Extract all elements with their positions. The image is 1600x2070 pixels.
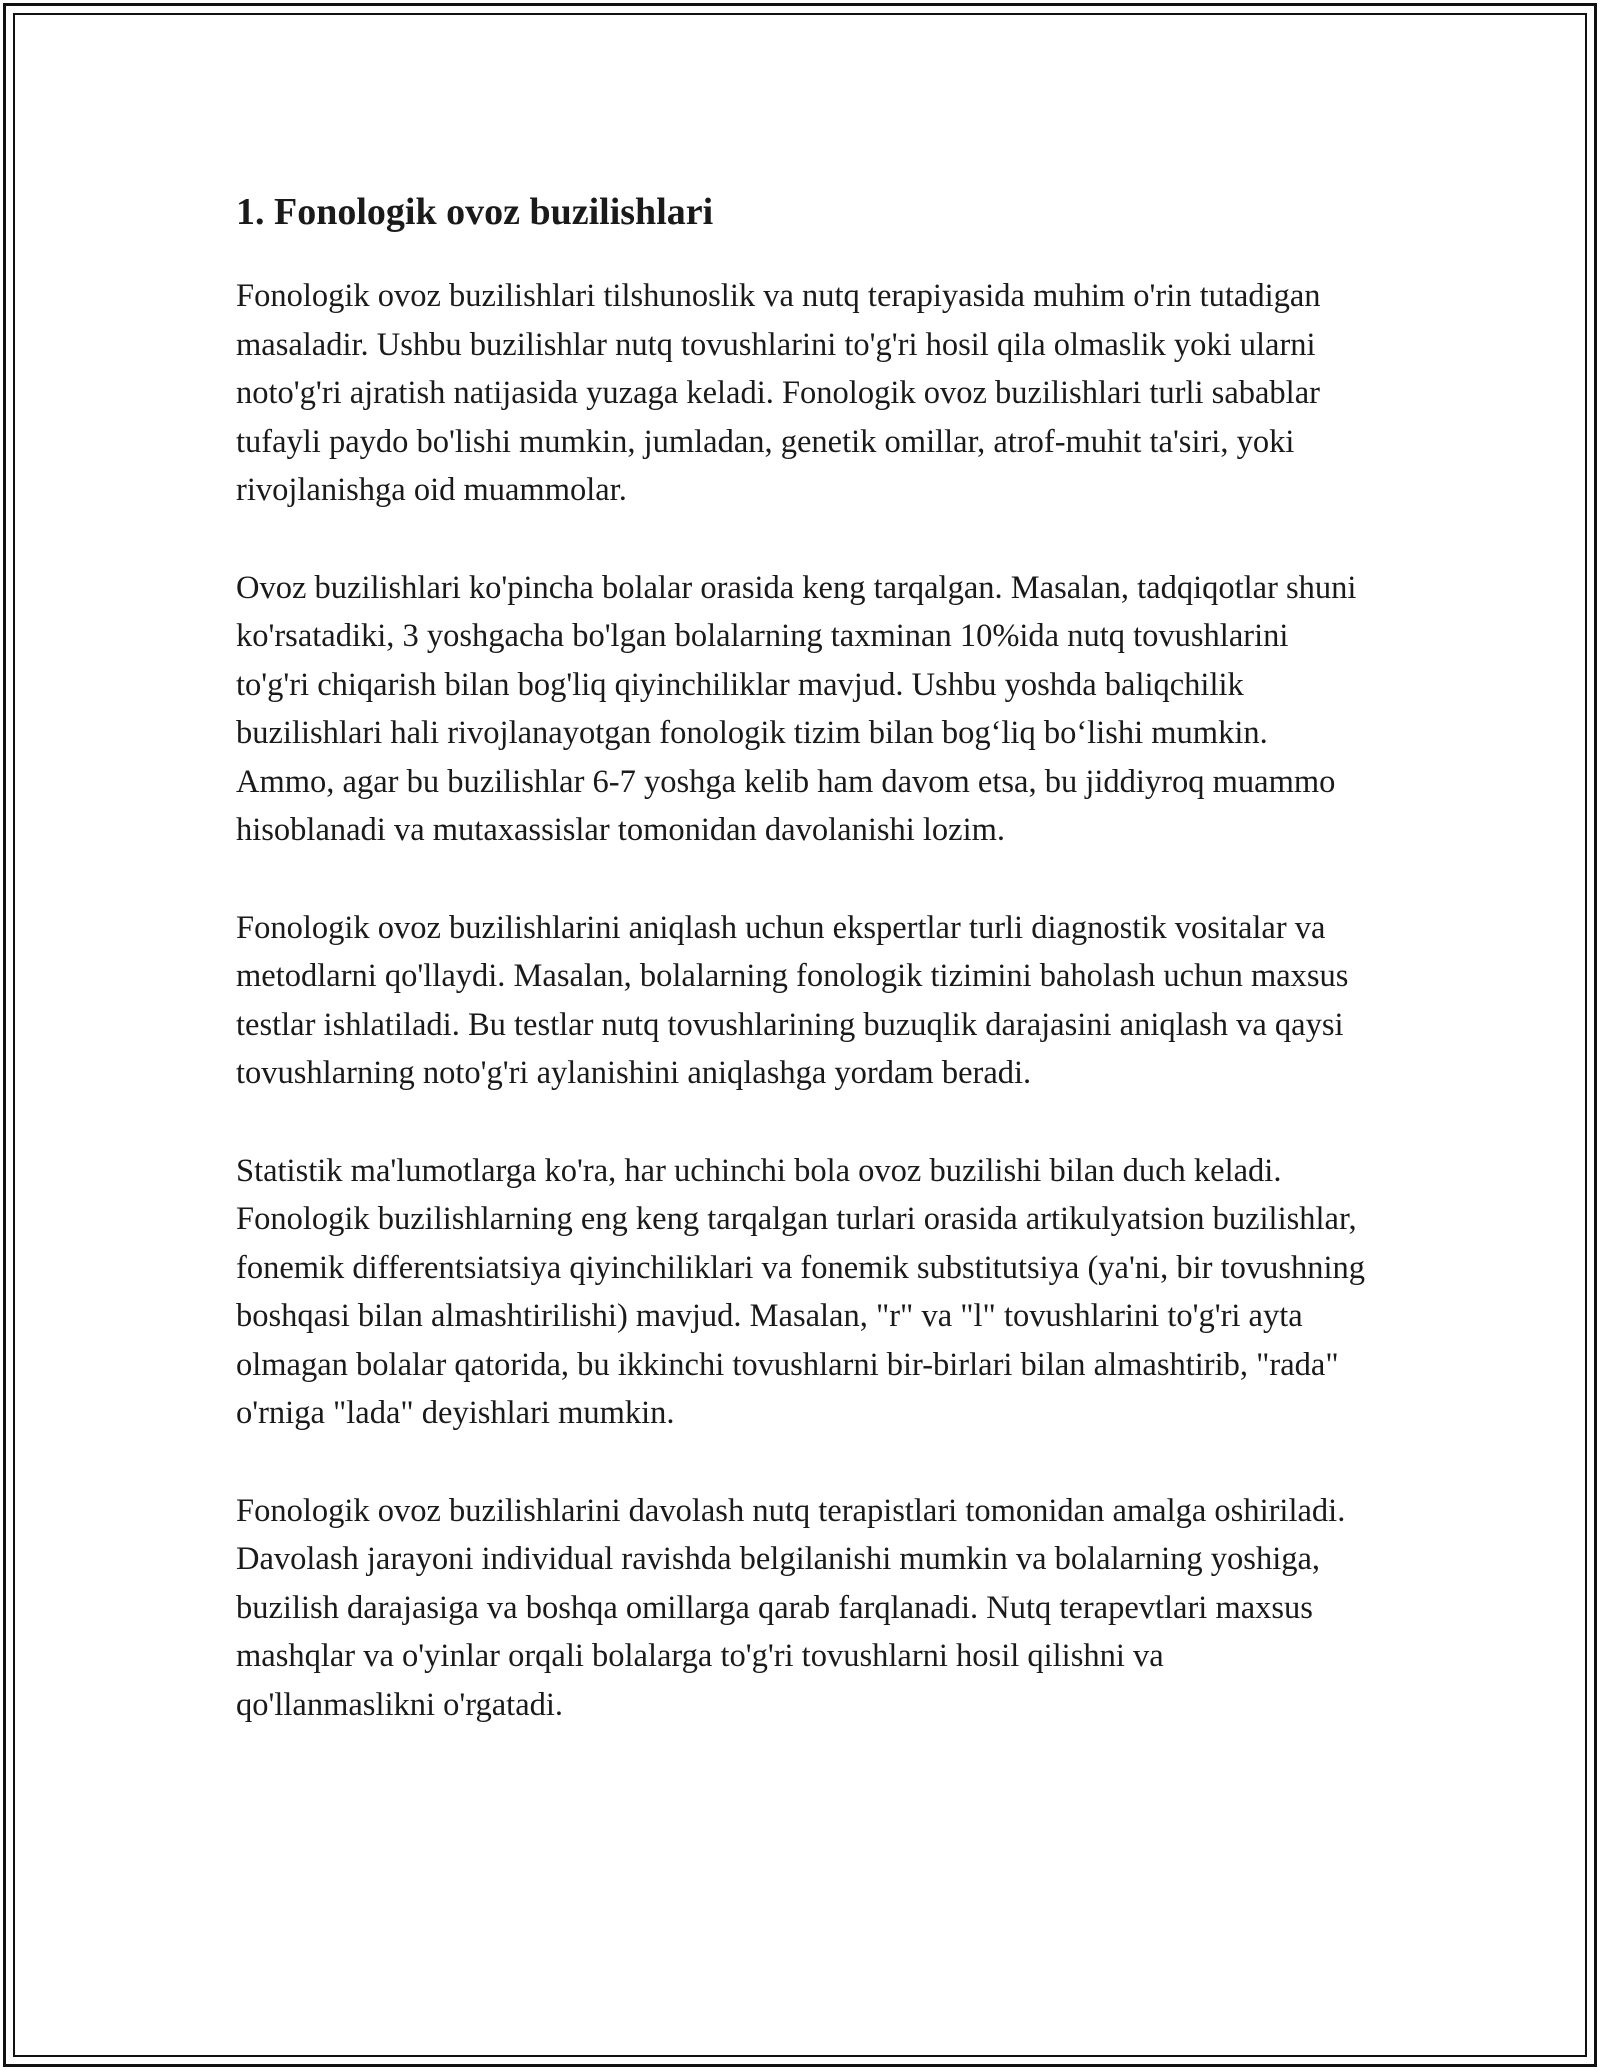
- document-body: [236, 188, 1366, 1778]
- paragraph-2: Ovoz buzilishlari ko'pincha bolalar orasida keng tarqalgan. Masalan, tadqiqotlar shuni ko'rsatadiki, 3 yoshgacha bo'lgan bolalarning taxminan 10%ida nutq tovushlarini to'g'ri chiqarish bilan bog'liq qiyinchiliklar mavjud. Ushbu yoshda baliqchilik buzilishlari hali rivojlanayotgan fonologik tizim bilan bog‘liq bo‘lishi mumkin. Ammo, agar bu buzilishlar 6-7 yoshga kelib ham davom etsa, bu jiddiyroq muammo hisoblanadi va mutaxassislar tomonidan davolanishi lozim.: [236, 569, 1357, 848]
- paragraph-4: Statistik ma'lumotlarga ko'ra, har uchinchi bola ovoz buzilishi bilan duch keladi. Fonologik buzilishlarning eng keng tarqalgan turlari orasida artikulyatsion buzilishlar, fonemik differentsiatsiya qiyinchiliklari va fonemik substitutsiya (ya'ni, bir tovushning boshqasi bilan almashtirilishi) mavjud. Masalan, "r" va "l" tovushlarini to'g'ri ayta olmagan bolalar qatorida, bu ikkinchi tovushlarni bir-birlari bilan almashtirib, "rada" o'rniga "lada" deyishlari mumkin.: [236, 1152, 1366, 1431]
- section-title: 1. Fonologik ovoz buzilishlari: [236, 191, 714, 233]
- paragraph-1: Fonologik ovoz buzilishlari tilshunoslik va nutq terapiyasida muhim o'rin tutadigan masaladir. Ushbu buzilishlar nutq tovushlarini to'g'ri hosil qila olmaslik yoki ularni noto'g'ri ajratish natijasida yuzaga keladi. Fonologik ovoz buzilishlari turli sabablar tufayli paydo bo'lishi mumkin, jumladan, genetik omillar, atrof-muhit ta'siri, yoki rivojlanishga oid muammolar.: [236, 278, 1321, 508]
- paragraph-5: Fonologik ovoz buzilishlarini davolash nutq terapistlari tomonidan amalga oshiriladi. Davolash jarayoni individual ravishda belgilanishi mumkin va bolalarning yoshiga, buzilish darajasiga va boshqa omillarga qarab farqlanadi. Nutq terapevtlari maxsus mashqlar va o'yinlar orqali bolalarga to'g'ri tovushlarni hosil qilishni va qo'llanmaslikni o'rgatadi.: [236, 1492, 1346, 1723]
- paragraph-3: Fonologik ovoz buzilishlarini aniqlash uchun ekspertlar turli diagnostik vositalar va metodlarni qo'llaydi. Masalan, bolalarning fonologik tizimini baholash uchun maxsus testlar ishlatiladi. Bu testlar nutq tovushlarining buzuqlik darajasini aniqlash va qaysi tovushlarning noto'g'ri aylanishini aniqlashga yordam beradi.: [236, 909, 1349, 1091]
